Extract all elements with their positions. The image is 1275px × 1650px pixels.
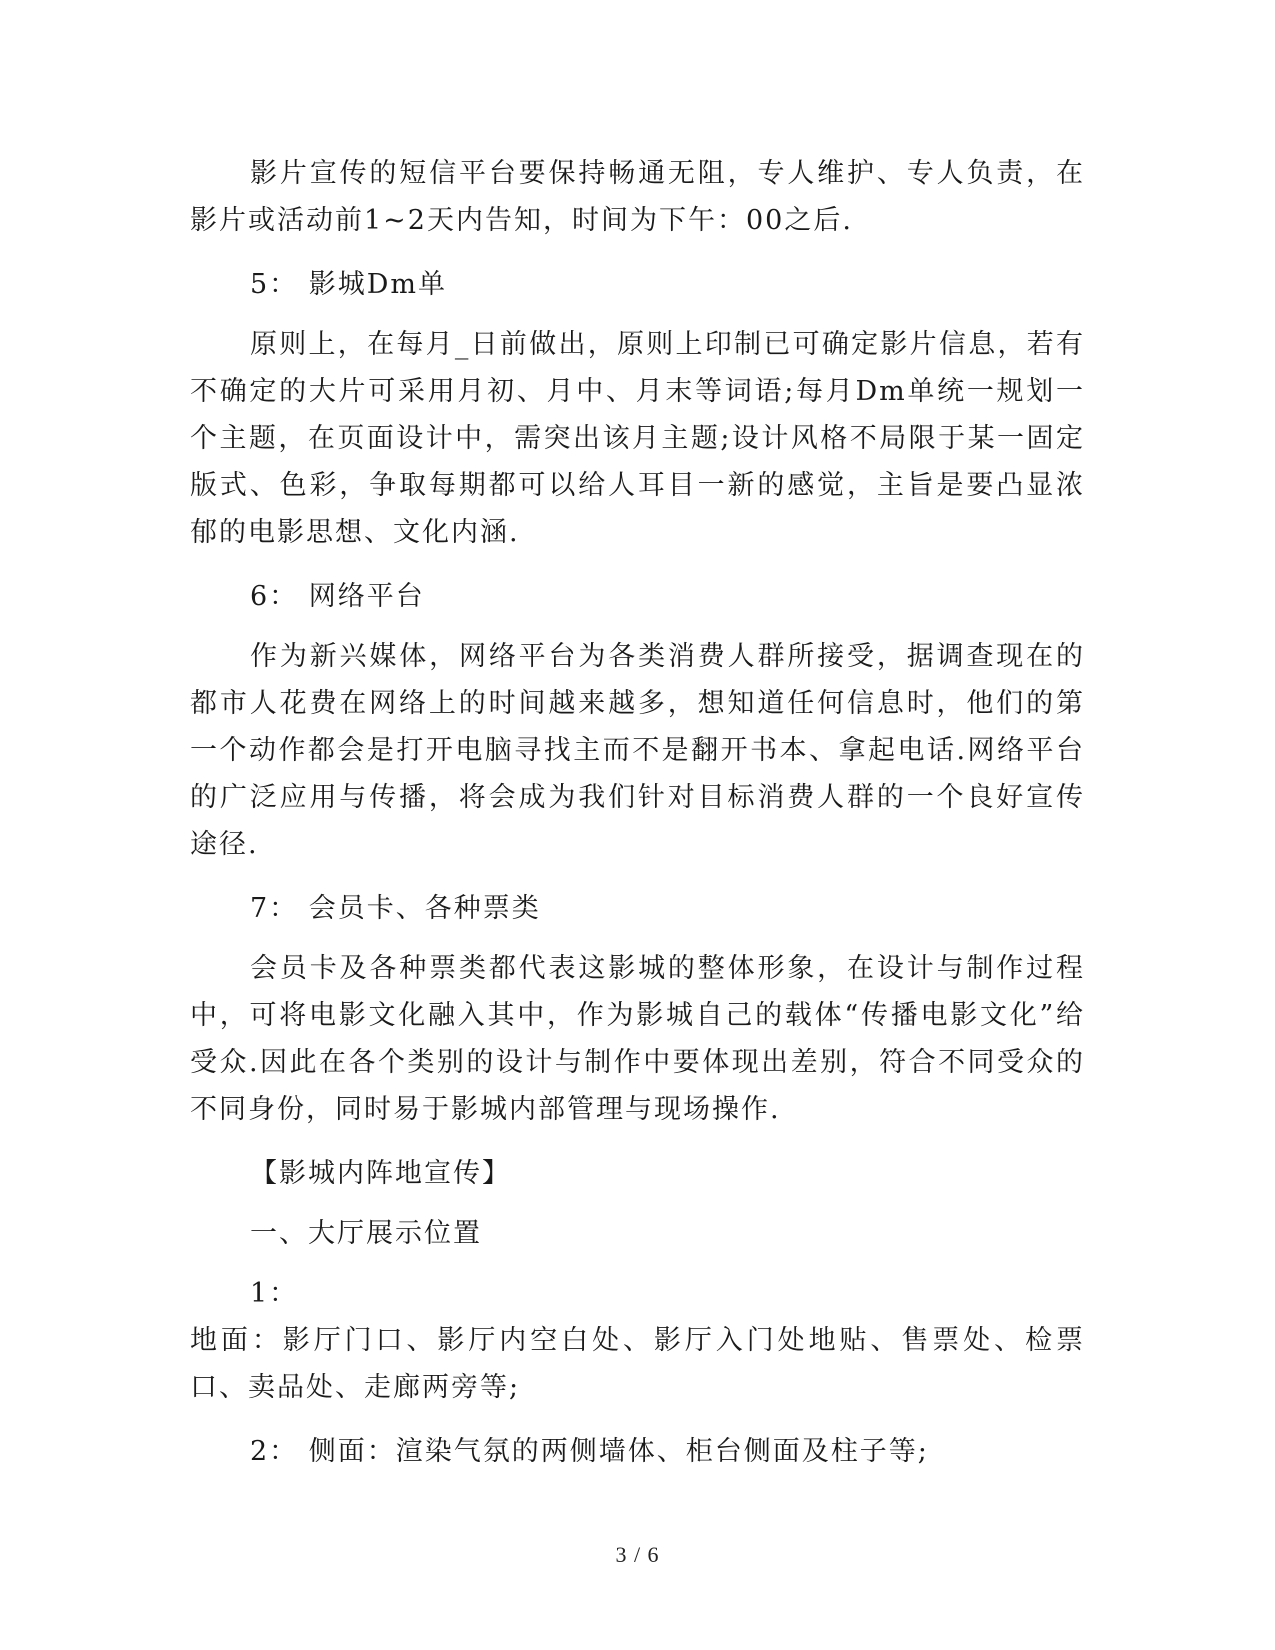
paragraph-side-locations: 2： 侧面：渲染气氛的两侧墙体、柜台侧面及柱子等; [250,1436,929,1467]
document-body [190,150,1085,1492]
heading-dm-flyer: 5： 影城Dm单 [250,269,448,300]
list-item-number-1: 1： [250,1278,299,1309]
paragraph-dm-flyer: 原则上，在每月_日前做出，原则上印制已可确定影片信息，若有不确定的大片可采用月初、月中、月末等词语;每月Dm单统一规划一个主题，在页面设计中，需突出该月主题;设计风格不局限于某一固定版式、色彩，争取每期都可以给人耳目一新的感觉，主旨是要凸显浓郁的电影思想、文化内涵. [190,329,1085,548]
heading-lobby-display: 一、大厅展示位置 [250,1218,482,1249]
heading-member-cards: 7： 会员卡、各种票类 [250,893,541,924]
page-number: 3 / 6 [615,1542,660,1567]
heading-cinema-promotion: 【影城内阵地宣传】 [250,1158,511,1189]
paragraph-sms-platform: 影片宣传的短信平台要保持畅通无阻，专人维护、专人负责，在影片或活动前1~2天内告知，时间为下午：00之后. [190,158,1085,236]
paragraph-member-cards: 会员卡及各种票类都代表这影城的整体形象，在设计与制作过程中，可将电影文化融入其中，作为影城自己的载体“传播电影文化”给受众.因此在各个类别的设计与制作中要体现出差别，符合不同受众的不同身份，同时易于影城内部管理与现场操作. [190,953,1085,1125]
paragraph-floor-locations: 地面：影厅门口、影厅内空白处、影厅入门处地贴、售票处、检票口、卖品处、走廊两旁等; [190,1325,1085,1403]
heading-network-platform: 6： 网络平台 [250,581,425,612]
paragraph-network-platform: 作为新兴媒体，网络平台为各类消费人群所接受，据调查现在的都市人花费在网络上的时间越来越多，想知道任何信息时，他们的第一个动作都会是打开电脑寻找主而不是翻开书本、拿起电话.网络平台的广泛应用与传播，将会成为我们针对目标消费人群的一个良好宣传途径. [190,641,1085,860]
